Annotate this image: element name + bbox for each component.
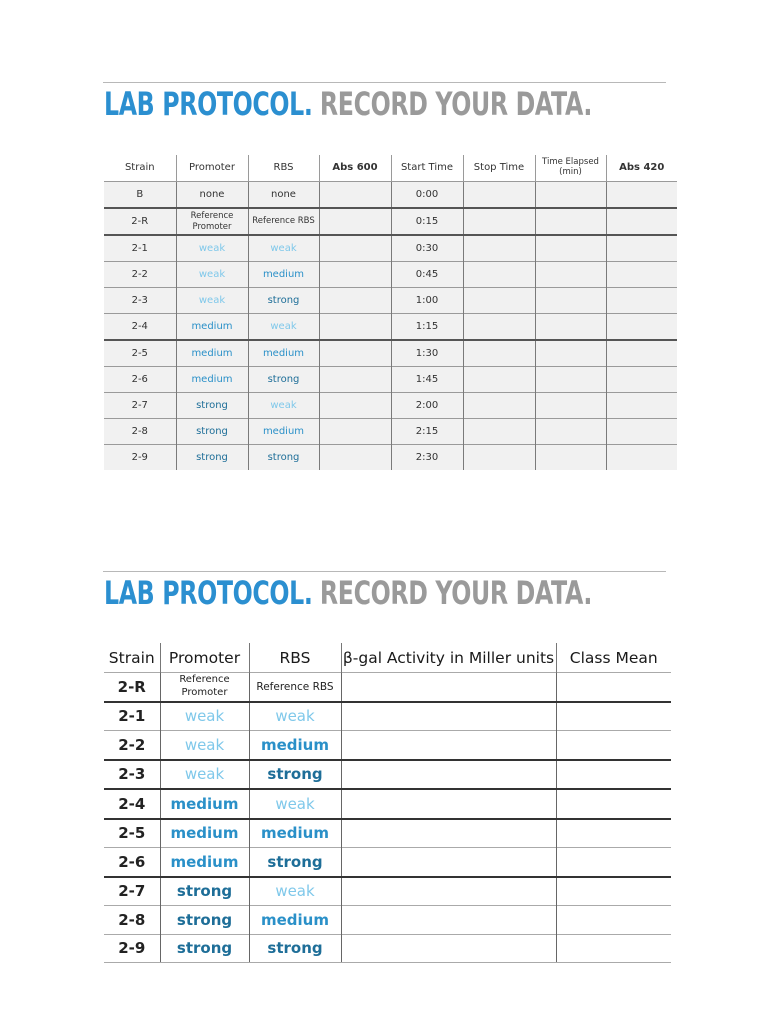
table-row <box>104 819 671 848</box>
data-table-absorbance <box>104 155 677 470</box>
promoter-cell: weak <box>160 702 249 731</box>
rbs-cell: strong <box>249 848 341 877</box>
abs420-input-cell[interactable] <box>606 340 677 367</box>
rbs-cell: strong <box>249 934 341 963</box>
abs420-input-cell[interactable] <box>606 419 677 445</box>
table-row <box>104 235 677 262</box>
title-record-data: RECORD YOUR DATA. <box>319 574 593 612</box>
table-row <box>104 906 671 935</box>
promoter-cell: weak <box>160 731 249 760</box>
class-mean-input-cell[interactable] <box>556 848 671 877</box>
promoter-cell: strong <box>160 877 249 906</box>
promoter-cell: strong <box>176 445 248 471</box>
start-time-cell: 0:45 <box>391 262 463 288</box>
promoter-cell: strong <box>160 934 249 963</box>
beta-gal-input-cell[interactable] <box>341 819 556 848</box>
promoter-cell: Reference Promoter <box>160 673 249 702</box>
table-row <box>104 314 677 341</box>
rbs-cell: medium <box>248 262 319 288</box>
abs420-input-cell[interactable] <box>606 235 677 262</box>
top-divider-1 <box>103 82 666 83</box>
class-mean-input-cell[interactable] <box>556 731 671 760</box>
col-header-time-elapsed <box>535 155 606 182</box>
rbs-cell: weak <box>248 314 319 341</box>
start-time-cell: 0:30 <box>391 235 463 262</box>
strain-cell: 2-6 <box>104 367 176 393</box>
class-mean-input-cell[interactable] <box>556 789 671 819</box>
abs600-input-cell[interactable] <box>319 182 391 209</box>
table-row <box>104 445 677 471</box>
table-row <box>104 262 677 288</box>
col-header-start-time: Start Time <box>391 155 463 182</box>
stop-time-input-cell[interactable] <box>463 445 535 471</box>
strain-cell: 2-7 <box>104 877 160 906</box>
promoter-cell: medium <box>176 340 248 367</box>
rbs-cell: weak <box>249 702 341 731</box>
rbs-cell: weak <box>249 789 341 819</box>
table-row <box>104 731 671 760</box>
promoter-cell: medium <box>160 848 249 877</box>
strain-cell: 2-R <box>104 673 160 702</box>
table-row <box>104 934 671 963</box>
strain-cell: 2-5 <box>104 340 176 367</box>
start-time-cell: 1:00 <box>391 288 463 314</box>
rbs-cell: medium <box>249 906 341 935</box>
table-row <box>104 789 671 819</box>
table-row <box>104 673 671 702</box>
col-header-promoter: Promoter <box>160 643 249 673</box>
abs420-input-cell[interactable] <box>606 445 677 471</box>
abs420-input-cell[interactable] <box>606 367 677 393</box>
table-row <box>104 367 677 393</box>
strain-cell: 2-2 <box>104 262 176 288</box>
promoter-cell: strong <box>176 393 248 419</box>
stop-time-input-cell[interactable] <box>463 393 535 419</box>
strain-cell: 2-8 <box>104 419 176 445</box>
beta-gal-input-cell[interactable] <box>341 789 556 819</box>
rbs-cell: Reference RBS <box>249 673 341 702</box>
time-elapsed-label: Time Elapsed (min) <box>542 157 599 177</box>
rbs-cell: none <box>248 182 319 209</box>
promoter-cell: strong <box>176 419 248 445</box>
strain-cell: 2-4 <box>104 789 160 819</box>
title-record-data: RECORD YOUR DATA. <box>319 85 593 123</box>
section-title-2 <box>104 574 593 612</box>
rbs-cell: strong <box>249 760 341 790</box>
strain-cell: 2-5 <box>104 819 160 848</box>
abs600-input-cell[interactable] <box>319 314 391 341</box>
abs600-input-cell[interactable] <box>319 393 391 419</box>
class-mean-input-cell[interactable] <box>556 702 671 731</box>
rbs-cell: strong <box>248 367 319 393</box>
abs420-input-cell[interactable] <box>606 393 677 419</box>
abs600-input-cell[interactable] <box>319 419 391 445</box>
strain-cell: 2-9 <box>104 934 160 963</box>
time-elapsed-input-cell[interactable] <box>535 314 606 341</box>
table1-header-row <box>104 155 677 182</box>
rbs-cell: weak <box>248 393 319 419</box>
abs600-input-cell[interactable] <box>319 367 391 393</box>
promoter-cell: strong <box>160 906 249 935</box>
time-elapsed-input-cell[interactable] <box>535 393 606 419</box>
table-row <box>104 182 677 209</box>
table-row <box>104 288 677 314</box>
stop-time-input-cell[interactable] <box>463 235 535 262</box>
abs600-input-cell[interactable] <box>319 445 391 471</box>
abs600-input-cell[interactable] <box>319 235 391 262</box>
title-lab-protocol: LAB PROTOCOL. <box>104 85 313 123</box>
strain-cell: 2-2 <box>104 731 160 760</box>
abs420-input-cell[interactable] <box>606 262 677 288</box>
beta-gal-input-cell[interactable] <box>341 934 556 963</box>
rbs-cell: weak <box>249 877 341 906</box>
time-elapsed-input-cell[interactable] <box>535 262 606 288</box>
col-header-stop-time: Stop Time <box>463 155 535 182</box>
col-header-strain: Strain <box>124 162 155 174</box>
col-header-beta-gal: β-gal Activity in Miller units <box>341 643 556 673</box>
abs600-input-cell[interactable] <box>319 262 391 288</box>
rbs-cell: strong <box>248 445 319 471</box>
strain-cell: 2-R <box>104 208 176 235</box>
beta-gal-input-cell[interactable] <box>341 877 556 906</box>
col-header-abs420: Abs 420 <box>606 155 677 182</box>
strain-cell: 2-4 <box>104 314 176 341</box>
beta-gal-input-cell[interactable] <box>341 906 556 935</box>
col-header-promoter: Promoter <box>176 155 248 182</box>
stop-time-input-cell[interactable] <box>463 208 535 235</box>
col-header-class-mean: Class Mean <box>556 643 671 673</box>
strain-cell: 2-8 <box>104 906 160 935</box>
class-mean-input-cell[interactable] <box>556 906 671 935</box>
col-header-abs600: Abs 600 <box>319 155 391 182</box>
start-time-cell: 2:00 <box>391 393 463 419</box>
class-mean-input-cell[interactable] <box>556 673 671 702</box>
promoter-cell: Reference Promoter <box>176 208 248 235</box>
stop-time-input-cell[interactable] <box>463 314 535 341</box>
time-elapsed-input-cell[interactable] <box>535 208 606 235</box>
abs420-input-cell[interactable] <box>606 208 677 235</box>
table-row <box>104 760 671 790</box>
beta-gal-input-cell[interactable] <box>341 848 556 877</box>
col-header-rbs: RBS <box>249 643 341 673</box>
beta-gal-input-cell[interactable] <box>341 702 556 731</box>
strain-cell: 2-1 <box>104 235 176 262</box>
time-elapsed-input-cell[interactable] <box>535 445 606 471</box>
strain-cell: 2-7 <box>104 393 176 419</box>
abs600-input-cell[interactable] <box>319 208 391 235</box>
strain-cell: 2-9 <box>104 445 176 471</box>
rbs-cell: medium <box>249 731 341 760</box>
data-table-beta-gal <box>104 643 671 963</box>
col-header-rbs: RBS <box>248 155 319 182</box>
start-time-cell: 0:00 <box>391 182 463 209</box>
class-mean-input-cell[interactable] <box>556 760 671 790</box>
abs420-input-cell[interactable] <box>606 182 677 209</box>
class-mean-input-cell[interactable] <box>556 877 671 906</box>
rbs-cell: medium <box>248 419 319 445</box>
abs420-input-cell[interactable] <box>606 314 677 341</box>
class-mean-input-cell[interactable] <box>556 934 671 963</box>
start-time-cell: 1:15 <box>391 314 463 341</box>
start-time-cell: 1:30 <box>391 340 463 367</box>
stop-time-input-cell[interactable] <box>463 340 535 367</box>
section-title-1 <box>104 85 593 123</box>
table2-header-row <box>104 643 671 673</box>
table-row <box>104 848 671 877</box>
promoter-cell: medium <box>160 789 249 819</box>
table-row <box>104 393 677 419</box>
rbs-cell: medium <box>249 819 341 848</box>
promoter-cell: medium <box>160 819 249 848</box>
start-time-cell: 2:15 <box>391 419 463 445</box>
stop-time-input-cell[interactable] <box>463 182 535 209</box>
time-elapsed-input-cell[interactable] <box>535 288 606 314</box>
strain-cell: 2-1 <box>104 702 160 731</box>
promoter-cell: medium <box>176 314 248 341</box>
beta-gal-input-cell[interactable] <box>341 731 556 760</box>
time-elapsed-input-cell[interactable] <box>535 182 606 209</box>
promoter-cell: weak <box>176 262 248 288</box>
col-header-strain: Strain <box>108 648 155 667</box>
rbs-cell: medium <box>248 340 319 367</box>
top-divider-2 <box>103 571 666 572</box>
strain-cell: 2-6 <box>104 848 160 877</box>
start-time-cell: 1:45 <box>391 367 463 393</box>
time-elapsed-input-cell[interactable] <box>535 367 606 393</box>
rbs-cell: weak <box>248 235 319 262</box>
promoter-cell: none <box>176 182 248 209</box>
start-time-cell: 2:30 <box>391 445 463 471</box>
table-row <box>104 419 677 445</box>
strain-cell: 2-3 <box>104 760 160 790</box>
time-elapsed-input-cell[interactable] <box>535 419 606 445</box>
promoter-cell: weak <box>160 760 249 790</box>
stop-time-input-cell[interactable] <box>463 367 535 393</box>
strain-cell: 2-3 <box>104 288 176 314</box>
time-elapsed-input-cell[interactable] <box>535 340 606 367</box>
stop-time-input-cell[interactable] <box>463 419 535 445</box>
title-lab-protocol: LAB PROTOCOL. <box>104 574 313 612</box>
rbs-cell: strong <box>248 288 319 314</box>
strain-cell: B <box>104 182 176 209</box>
abs420-input-cell[interactable] <box>606 288 677 314</box>
beta-gal-input-cell[interactable] <box>341 673 556 702</box>
promoter-cell: weak <box>176 235 248 262</box>
beta-gal-input-cell[interactable] <box>341 760 556 790</box>
abs600-input-cell[interactable] <box>319 340 391 367</box>
table-row <box>104 208 677 235</box>
table-row <box>104 702 671 731</box>
table-row <box>104 877 671 906</box>
abs600-input-cell[interactable] <box>319 288 391 314</box>
stop-time-input-cell[interactable] <box>463 288 535 314</box>
class-mean-input-cell[interactable] <box>556 819 671 848</box>
promoter-cell: medium <box>176 367 248 393</box>
rbs-cell: Reference RBS <box>248 208 319 235</box>
time-elapsed-input-cell[interactable] <box>535 235 606 262</box>
promoter-cell: weak <box>176 288 248 314</box>
start-time-cell: 0:15 <box>391 208 463 235</box>
stop-time-input-cell[interactable] <box>463 262 535 288</box>
table-row <box>104 340 677 367</box>
